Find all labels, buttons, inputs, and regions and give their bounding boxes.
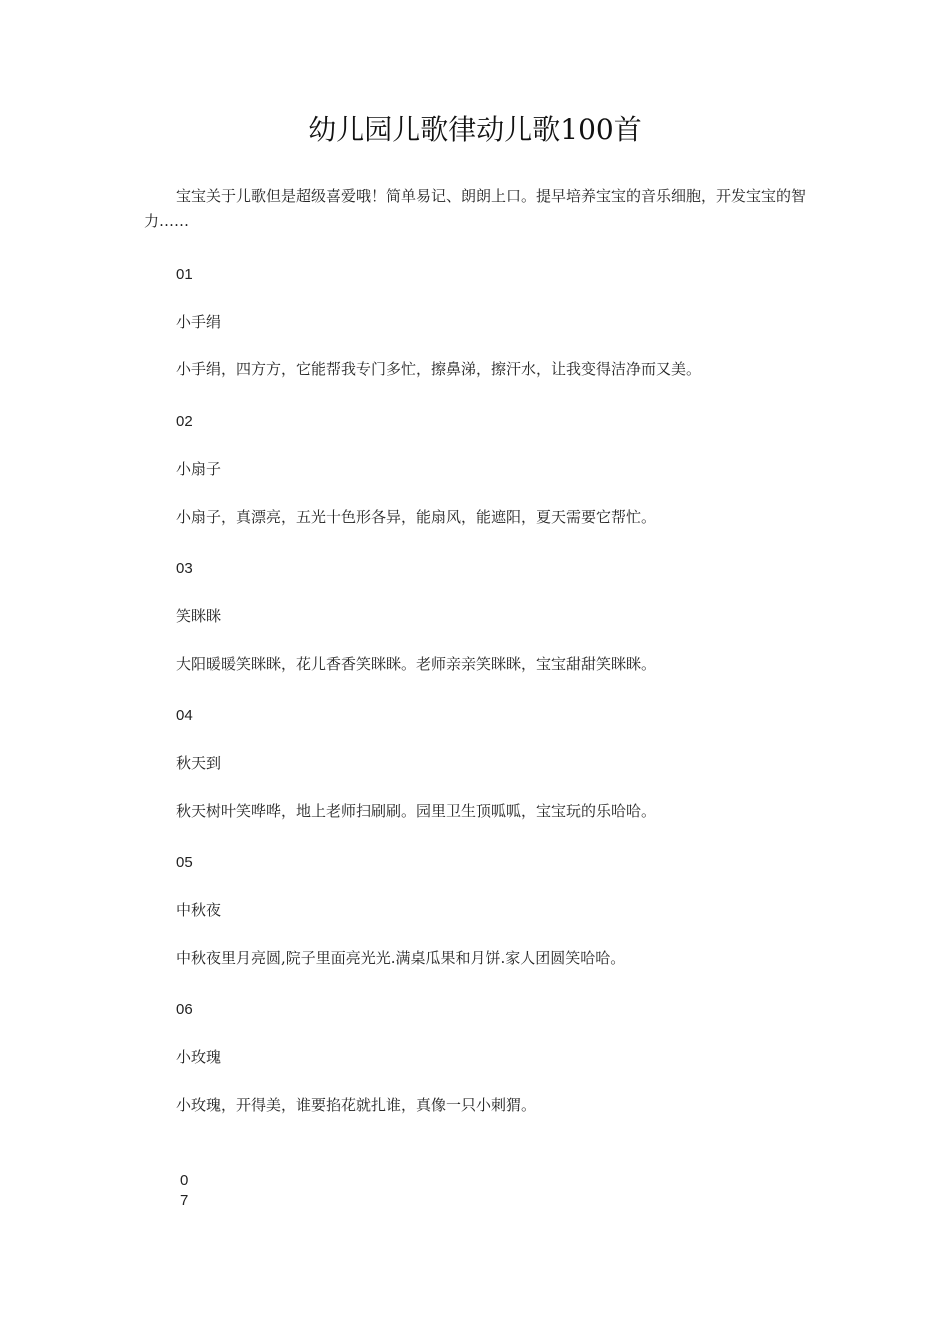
song-number: 03 xyxy=(176,560,193,577)
song-title: 小扇子 xyxy=(176,460,222,478)
song-number: 04 xyxy=(176,707,193,724)
song-title: 中秋夜 xyxy=(176,901,222,919)
song-lyrics: 秋天树叶笑哗哗，地上老师扫刷刷。园里卫生顶呱呱，宝宝玩的乐哈哈。 xyxy=(176,802,657,820)
song-number-part: 0 xyxy=(180,1172,189,1189)
page-title: 幼儿园儿歌律动儿歌100首 xyxy=(308,113,642,146)
song-lyrics: 小手绢，四方方，它能帮我专门多忙，擦鼻涕，擦汗水，让我变得洁净而又美。 xyxy=(176,360,702,378)
song-number: 01 xyxy=(176,266,193,283)
song-number: 02 xyxy=(176,413,193,430)
song-lyrics: 小玫瑰，开得美，谁要掐花就扎谁，真像一只小刺猬。 xyxy=(176,1096,537,1114)
song-title: 笑眯眯 xyxy=(176,607,222,625)
song-lyrics: 小扇子，真漂亮，五光十色形各异，能扇风，能遮阳，夏天需要它帮忙。 xyxy=(176,508,657,526)
song-number: 06 xyxy=(176,1001,193,1018)
song-lyrics: 中秋夜里月亮圆,院子里面亮光光.满桌瓜果和月饼.家人团圆笑哈哈。 xyxy=(176,949,626,967)
song-number: 05 xyxy=(176,854,193,871)
intro-paragraph: 宝宝关于儿歌但是超级喜爱哦！简单易记、朗朗上口。提早培养宝宝的音乐细胞，开发宝宝的智力…… xyxy=(144,187,807,230)
song-title: 秋天到 xyxy=(176,754,222,772)
song-title: 小玫瑰 xyxy=(176,1048,222,1066)
song-number-part: 7 xyxy=(180,1192,189,1209)
song-lyrics: 大阳暖暖笑眯眯，花儿香香笑眯眯。老师亲亲笑眯眯，宝宝甜甜笑眯眯。 xyxy=(176,655,657,673)
song-title: 小手绢 xyxy=(176,313,222,331)
